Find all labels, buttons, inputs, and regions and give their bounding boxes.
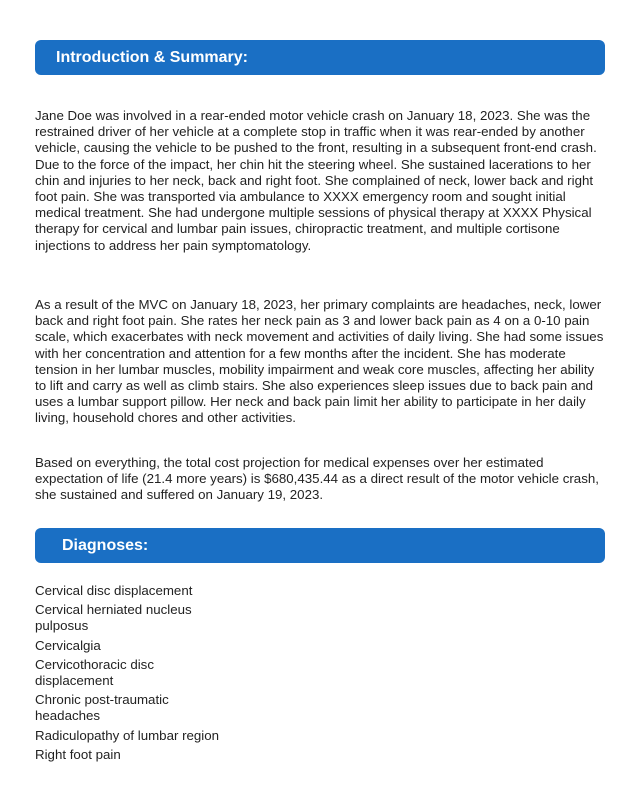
diagnosis-item: Chronic post-traumatic headaches [35,692,169,724]
diagnosis-item: Radiculopathy of lumbar region [35,727,220,743]
summary-paragraph-cost-projection: Based on everything, the total cost projection for medical expenses over her estimated expectation of life (21.4 more years) is $680,435.44 as a direct result of the motor vehicle crash, she sustained and suffered on January 19, 2023. [35,455,599,503]
diagnosis-item: Cervicalgia [35,637,101,653]
diagnosis-item: Cervical disc displacement [35,583,193,598]
diagnosis-item: Right foot pain [35,746,121,762]
diagnosis-item: Cervicothoracic disc displacement [35,656,154,689]
introduction-summary-header: Introduction & Summary: [35,40,605,75]
summary-paragraph-accident: Jane Doe was involved in a rear-ended motor vehicle crash on January 18, 2023. She was the restrained driver of her vehicle at a complete stop in traffic when it was rear-ended by another vehicle, causing the vehicle to be pushed to the front, resulting in a subsequent front-end crash. Due to the force of the impact, her chin hit the steering wheel. She sustained lacerations to her chin and injuries to her neck, back and right foot. She complained of neck, lower back and right foot pain. She was transported via ambulance to XXXX emergency room and sought initial medical treatment. She had undergone multiple sessions of physical therapy at XXXX Physical therapy for cervical and lumbar pain issues, chiropractic treatment, and multiple cortisone injections to address her pain symptomatology. [35,108,597,253]
diagnoses-list [35,583,225,766]
diagnoses-header: Diagnoses: [35,528,605,563]
summary-paragraph-complaints: As a result of the MVC on January 18, 2023, her primary complaints are headaches, neck, lower back and right foot pain. She rates her neck pain as 3 and lower back pain as 4 on a 0-10 pain scale, which exacerbates with neck movement and activities of daily living. She had some issues with her concentration and attention for a few months after the incident. She has moderate tension in her lumbar muscles, mobility impairment and weak core muscles, affecting her ability to lift and carry as well as climb stairs. She also experiences sleep issues due to back pain and uses a lumbar support pillow. Her neck and back pain limit her ability to participate in her daily living, household chores and other activities. [35,297,604,426]
diagnosis-item: Cervical herniated nucleus pulposus [35,602,192,634]
